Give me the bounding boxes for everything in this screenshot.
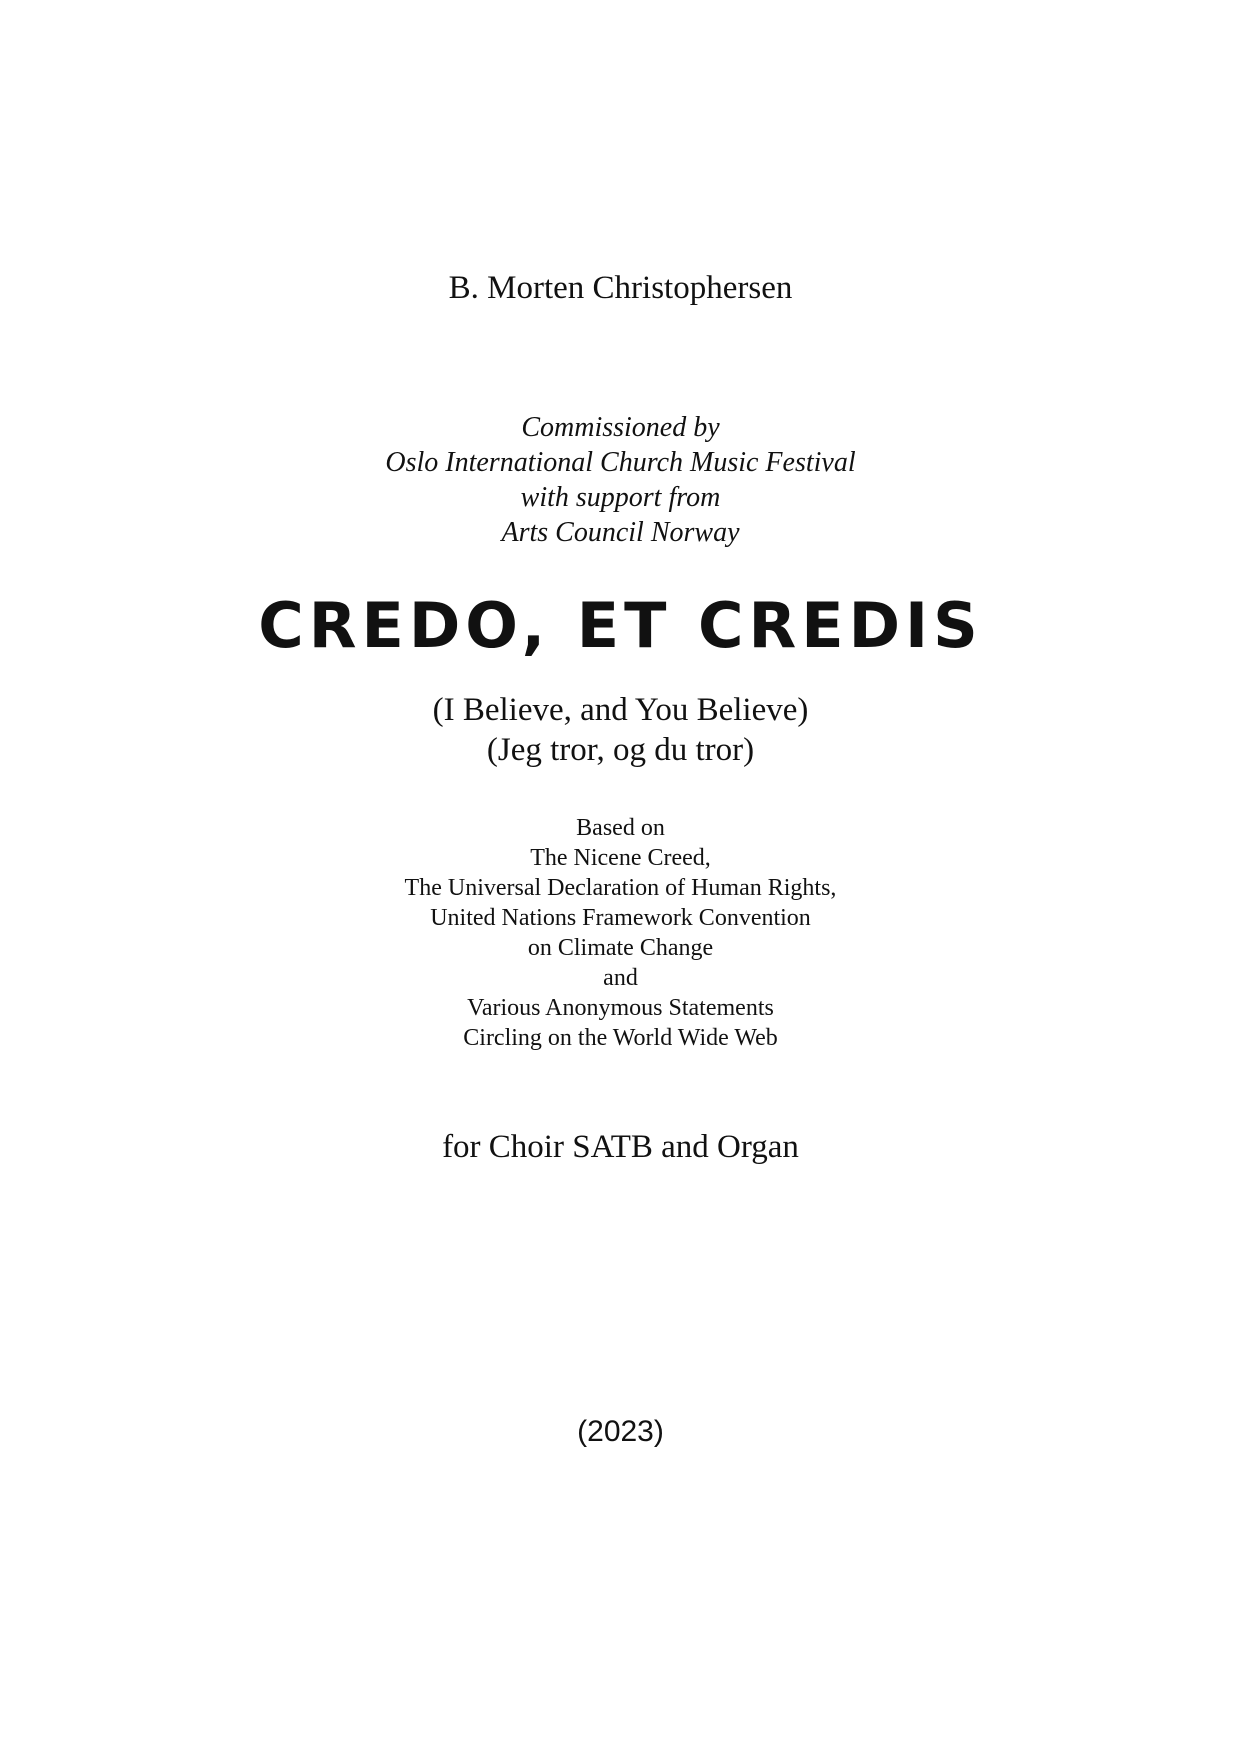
source-line: Circling on the World Wide Web xyxy=(463,1025,778,1051)
source-line: The Nicene Creed, xyxy=(530,845,711,871)
commission-line: Arts Council Norway xyxy=(501,517,740,548)
source-line: and xyxy=(603,965,638,991)
commission-line: with support from xyxy=(520,482,721,513)
instrumentation: for Choir SATB and Organ xyxy=(442,1129,799,1165)
commission-note xyxy=(0,410,1241,550)
source-line: The Universal Declaration of Human Rights, xyxy=(404,875,837,901)
title-translations xyxy=(0,690,1241,770)
commission-line: Oslo International Church Music Festival xyxy=(385,447,856,478)
subtitle-norwegian: (Jeg tror, og du tror) xyxy=(486,732,755,768)
composition-year: (2023) xyxy=(577,1415,664,1448)
source-line: Based on xyxy=(576,815,665,841)
source-line: United Nations Framework Convention xyxy=(430,905,811,931)
text-sources xyxy=(0,813,1241,1053)
source-line: Various Anonymous Statements xyxy=(467,995,774,1021)
work-title: CREDO, ET CREDIS xyxy=(258,589,983,662)
composer-name: B. Morten Christophersen xyxy=(448,270,793,306)
commission-line: Commissioned by xyxy=(521,412,720,443)
source-line: on Climate Change xyxy=(527,935,714,961)
subtitle-english: (I Believe, and You Believe) xyxy=(432,692,809,728)
